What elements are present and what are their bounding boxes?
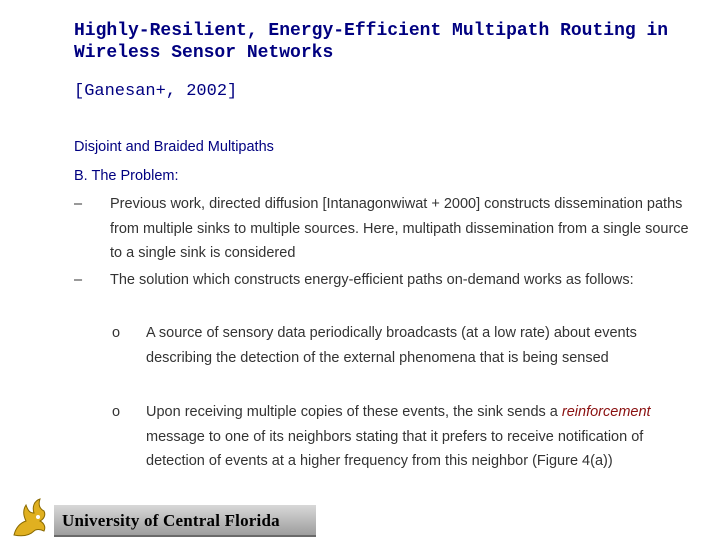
problem-heading: B. The Problem:: [74, 168, 179, 184]
section-title: Disjoint and Braided Multipaths: [74, 139, 274, 155]
sub-bullet-marker: o: [112, 404, 121, 420]
sub-bullet-item: [146, 400, 696, 474]
sub-bullet-text-after: message to one of its neighbors stating that it prefers to receive notification of detection of events at a higher frequency from this neighbor (Figure 4(a)): [146, 428, 644, 469]
university-name: University of Central Florida: [62, 511, 280, 530]
bullet-item: The solution which constructs energy-efficient paths on-demand works as follows:: [110, 272, 634, 288]
pegasus-icon: [8, 497, 52, 539]
bullet-marker: –: [74, 196, 83, 212]
bullet-item: Previous work, directed diffusion [Intanagonwiwat + 2000] constructs dissemination paths from multiple sinks to multiple sources. Here, multipath dissemination from a single source to a single sink is considered: [110, 196, 689, 261]
sub-bullet-item: A source of sensory data periodically broadcasts (at a low rate) about events describing the detection of the external phenomena that is being sensed: [146, 325, 637, 366]
sub-bullet-marker: o: [112, 325, 121, 341]
slide-title: Highly-Resilient, Energy-Efficient Multipath Routing in Wireless Sensor Networks: [74, 21, 669, 63]
sub-bullet-text-before: Upon receiving multiple copies of these events, the sink sends a: [146, 404, 558, 420]
emphasis-term: reinforcement: [561, 404, 651, 420]
citation: [Ganesan+, 2002]: [74, 82, 238, 101]
bullet-marker: –: [74, 272, 83, 288]
